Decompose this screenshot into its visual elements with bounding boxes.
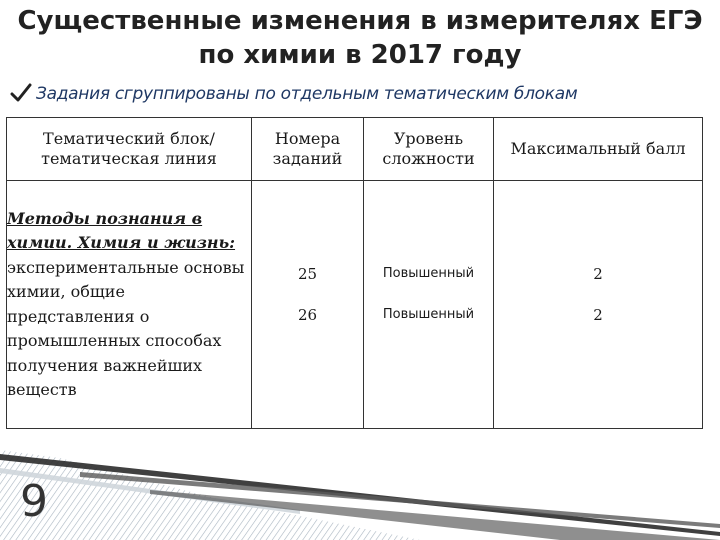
block-title: Методы познания в химии. Химия и жизнь: (7, 208, 236, 252)
header-max-score: Максимальный балл (494, 118, 703, 181)
difficulty-cell (364, 181, 494, 429)
slide-title-line-2: по химии в 2017 году (198, 40, 522, 70)
task-numbers-cell (252, 181, 364, 429)
task-number: 25 (297, 264, 318, 283)
bullet-item (10, 82, 715, 106)
bullet-text: Задания сгруппированы по отдельным тематическим блокам (36, 84, 578, 104)
slide-title (0, 4, 720, 72)
max-score-cell (494, 181, 703, 429)
difficulty-level: Повышенный (382, 306, 475, 322)
table-row (7, 181, 703, 429)
topics-table (6, 117, 703, 429)
page-number: 9 (20, 476, 48, 527)
thematic-block-cell (7, 181, 252, 429)
decorative-stripes (0, 440, 720, 540)
task-number: 26 (297, 305, 318, 324)
table-header-row (7, 118, 703, 181)
difficulty-level: Повышенный (382, 265, 475, 281)
header-task-numbers: Номера заданий (252, 118, 364, 181)
slide-title-line-1: Существенные изменения в измерителях ЕГЭ (17, 6, 703, 36)
max-score: 2 (593, 305, 603, 324)
max-score: 2 (593, 264, 603, 283)
header-difficulty: Уровень сложности (364, 118, 494, 181)
check-mark-icon (10, 82, 32, 104)
block-description: экспериментальные основы химии, общие представления о промышленных способах получения важнейших веществ (7, 257, 245, 399)
header-thematic-block: Тематический блок/ тематическая линия (7, 118, 252, 181)
